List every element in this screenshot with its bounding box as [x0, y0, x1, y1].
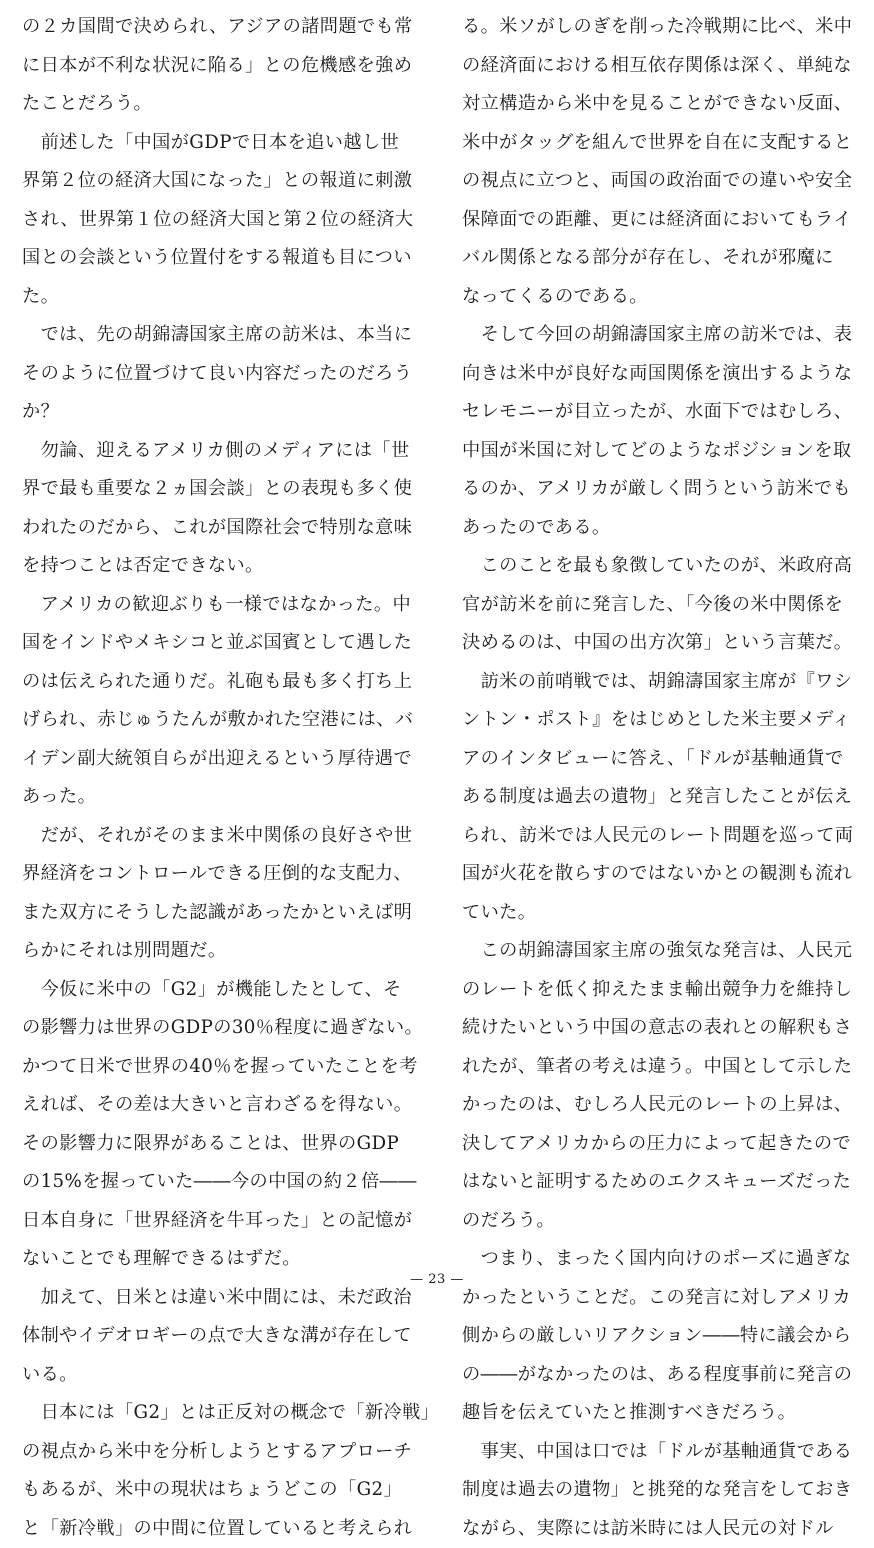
text-line: るのか、アメリカが厳しく問うという訪米でも — [462, 470, 862, 509]
text-line: 前述した「中国がGDPで日本を追い越し世 — [22, 124, 422, 163]
left-column — [22, 8, 422, 1548]
text-line: イデン副大統領自らが出迎えるという厚待遇で — [22, 740, 422, 779]
text-line: の経済面における相互依存関係は深く、単純な — [462, 47, 862, 86]
text-line: 日本には「G2」とは正反対の概念で「新冷戦」 — [22, 1394, 422, 1433]
text-line: もあるが、米中の現状はちょうどこの「G2」 — [22, 1471, 422, 1510]
text-line: つまり、まったく国内向けのポーズに過ぎな — [462, 1240, 862, 1279]
text-line: か？ — [22, 393, 422, 432]
text-line: 国が火花を散らすのではないかとの観測も流れ — [462, 855, 862, 894]
text-line: 事実、中国は口では「ドルが基軸通貨である — [462, 1433, 862, 1472]
text-line: あった。 — [22, 778, 422, 817]
text-line: 国をインドやメキシコと並ぶ国賓として遇した — [22, 624, 422, 663]
text-line: 訪米の前哨戦では、胡錦濤国家主席が『ワシ — [462, 663, 862, 702]
page-number: — 23 — — [0, 1272, 874, 1287]
text-line: たことだろう。 — [22, 85, 422, 124]
text-line: の影響力は世界のGDPの30％程度に過ぎない。 — [22, 1009, 422, 1048]
text-line: ながら、実際には訪米時には人民元の対ドル — [462, 1510, 862, 1548]
text-line: このことを最も象徴していたのが、米政府高 — [462, 547, 862, 586]
text-line: 続けたいという中国の意志の表れとの解釈もさ — [462, 1009, 862, 1048]
text-line: また双方にそうした認識があったかといえば明 — [22, 894, 422, 933]
text-line: 日本自身に「世界経済を牛耳った」との記憶が — [22, 1202, 422, 1241]
text-line: ないことでも理解できるはずだ。 — [22, 1240, 422, 1279]
text-line: あったのである。 — [462, 509, 862, 548]
text-line: なってくるのである。 — [462, 278, 862, 317]
text-line: のレートを低く抑えたまま輸出競争力を維持し — [462, 971, 862, 1010]
text-line: 対立構造から米中を見ることができない反面、 — [462, 85, 862, 124]
text-line: 米中がタッグを組んで世界を自在に支配すると — [462, 124, 862, 163]
text-line: のは伝えられた通りだ。礼砲も最も多く打ち上 — [22, 663, 422, 702]
text-line: ある制度は過去の遺物」と発言したことが伝え — [462, 778, 862, 817]
text-line: の――がなかったのは、ある程度事前に発言の — [462, 1356, 862, 1395]
text-line: そのように位置づけて良い内容だったのだろう — [22, 355, 422, 394]
text-line: 中国が米国に対してどのようなポジションを取 — [462, 432, 862, 471]
text-line: 向きは米中が良好な両国関係を演出するような — [462, 355, 862, 394]
text-line: この胡錦濤国家主席の強気な発言は、人民元 — [462, 932, 862, 971]
text-line: れたが、筆者の考えは違う。中国として示した — [462, 1048, 862, 1087]
text-line: の視点から米中を分析しようとするアプローチ — [22, 1433, 422, 1472]
text-line: 趣旨を伝えていたと推測すべきだろう。 — [462, 1394, 862, 1433]
text-line: 加えて、日米とは違い米中間には、未だ政治 — [22, 1279, 422, 1318]
text-line: と「新冷戦」の中間に位置していると考えられ — [22, 1510, 422, 1548]
text-line: らかにそれは別問題だ。 — [22, 932, 422, 971]
text-line: セレモニーが目立ったが、水面下ではむしろ、 — [462, 393, 862, 432]
text-line: のだろう。 — [462, 1202, 862, 1241]
text-line: だが、それがそのまま米中関係の良好さや世 — [22, 817, 422, 856]
text-line: 今仮に米中の「G2」が機能したとして、そ — [22, 971, 422, 1010]
text-line: の視点に立つと、両国の政治面での違いや安全 — [462, 162, 862, 201]
text-line: そして今回の胡錦濤国家主席の訪米では、表 — [462, 316, 862, 355]
text-line: 決してアメリカからの圧力によって起きたので — [462, 1125, 862, 1164]
text-line: 体制やイデオロギーの点で大きな溝が存在して — [22, 1317, 422, 1356]
text-line: 制度は過去の遺物」と挑発的な発言をしておき — [462, 1471, 862, 1510]
text-line: 官が訪米を前に発言した、「今後の米中関係を — [462, 586, 862, 625]
text-line: その影響力に限界があることは、世界のGDP — [22, 1125, 422, 1164]
text-line: バル関係となる部分が存在し、それが邪魔に — [462, 239, 862, 278]
text-line: 界経済をコントロールできる圧倒的な支配力、 — [22, 855, 422, 894]
right-column — [462, 8, 862, 1548]
text-line: かつて日米で世界の40％を握っていたことを考 — [22, 1048, 422, 1087]
text-line: ていた。 — [462, 894, 862, 933]
text-line: 界第２位の経済大国になった」との報道に刺激 — [22, 162, 422, 201]
text-line: かったということだ。この発言に対しアメリカ — [462, 1279, 862, 1318]
text-line: る。米ソがしのぎを削った冷戦期に比べ、米中 — [462, 8, 862, 47]
text-line: いる。 — [22, 1356, 422, 1395]
text-line: かったのは、むしろ人民元のレートの上昇は、 — [462, 1086, 862, 1125]
text-line: えれば、その差は大きいと言わざるを得ない。 — [22, 1086, 422, 1125]
text-line: 勿論、迎えるアメリカ側のメディアには「世 — [22, 432, 422, 471]
text-line: 決めるのは、中国の出方次第」という言葉だ。 — [462, 624, 862, 663]
text-line: 界で最も重要な２ヵ国会談」との表現も多く使 — [22, 470, 422, 509]
text-line: 保障面での距離、更には経済面においてもライ — [462, 201, 862, 240]
text-line: では、先の胡錦濤国家主席の訪米は、本当に — [22, 316, 422, 355]
text-line: の15%を握っていた――今の中国の約２倍―― — [22, 1163, 422, 1202]
text-line: アメリカの歓迎ぶりも一様ではなかった。中 — [22, 586, 422, 625]
text-line: はないと証明するためのエクスキューズだった — [462, 1163, 862, 1202]
text-line: られ、訪米では人民元のレート問題を巡って両 — [462, 817, 862, 856]
text-line: た。 — [22, 278, 422, 317]
text-line: 国との会談という位置付をする報道も目につい — [22, 239, 422, 278]
text-line: 側からの厳しいリアクション――特に議会から — [462, 1317, 862, 1356]
text-line: アのインタビューに答え、「ドルが基軸通貨で — [462, 740, 862, 779]
text-line: われたのだから、これが国際社会で特別な意味 — [22, 509, 422, 548]
text-line: され、世界第１位の経済大国と第２位の経済大 — [22, 201, 422, 240]
text-line: の２カ国間で決められ、アジアの諸問題でも常 — [22, 8, 422, 47]
text-line: げられ、赤じゅうたんが敷かれた空港には、バ — [22, 701, 422, 740]
text-line: ントン・ポスト』をはじめとした米主要メディ — [462, 701, 862, 740]
text-line: に日本が不利な状況に陥る」との危機感を強め — [22, 47, 422, 86]
text-line: を持つことは否定できない。 — [22, 547, 422, 586]
